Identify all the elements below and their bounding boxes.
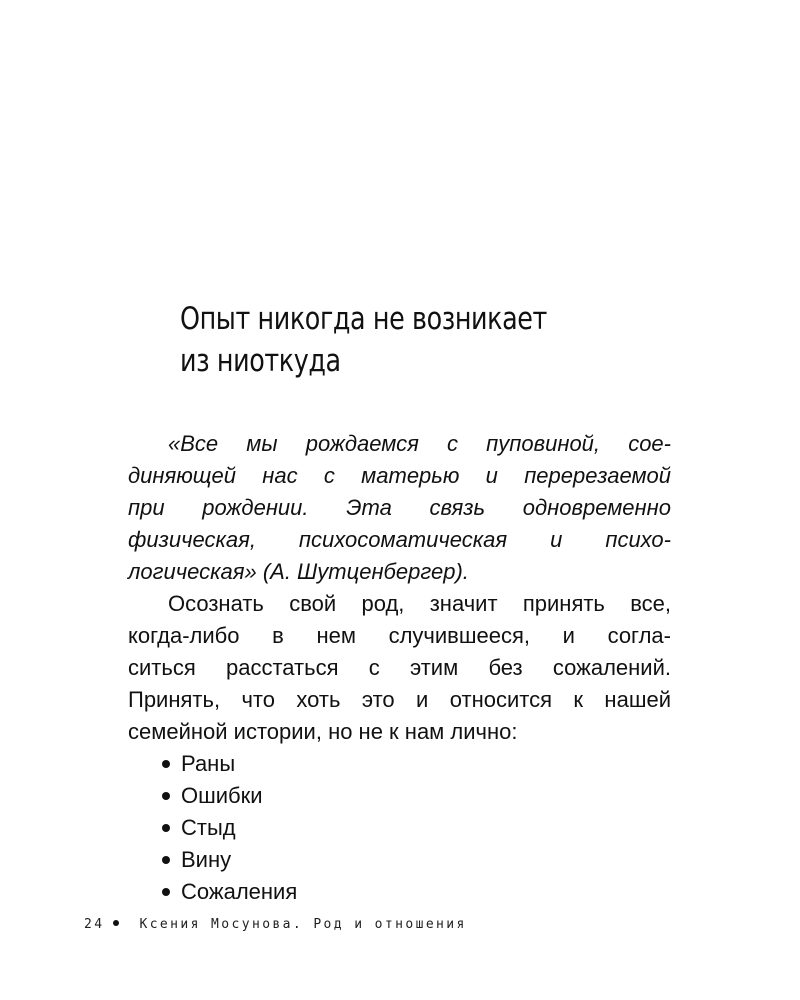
list-item-text: Ошибки — [181, 783, 263, 808]
list-item — [128, 844, 671, 876]
page-footer — [84, 917, 467, 932]
bullet-dot-icon — [162, 824, 170, 832]
paragraph-line: Принять, что хоть это и относится к нашей — [128, 687, 671, 712]
running-title: Ксения Мосунова. Род и отношения — [139, 917, 467, 932]
quote-line: логическая» (А. Шутценбергер). — [128, 559, 469, 584]
paragraph-line: семейной истории, но не к нам лично: — [128, 719, 518, 744]
bullet-dot-icon — [162, 856, 170, 864]
body-text — [128, 428, 671, 908]
list-item-text: Раны — [181, 751, 236, 776]
page-number: 24 — [84, 917, 105, 932]
list-item-text: Вину — [181, 847, 232, 872]
paragraph-line: Осознать свой род, значит принять все, — [168, 591, 671, 616]
quote-line: физическая, психосоматическая и психо- — [128, 527, 671, 552]
list-item — [128, 812, 671, 844]
bullet-dot-icon — [162, 792, 170, 800]
bullet-dot-icon — [162, 888, 170, 896]
bullet-list — [128, 748, 671, 908]
list-item — [128, 876, 671, 908]
quote-line: «Все мы рождаемся с пуповиной, сое- — [168, 431, 671, 456]
quote-line: при рождении. Эта связь одновременно — [128, 495, 671, 520]
epigraph-quote — [128, 428, 671, 588]
paragraph-line: ситься расстаться с этим без сожалений. — [128, 655, 671, 680]
list-item-text: Стыд — [181, 815, 236, 840]
quote-line: диняющей нас с матерью и перерезаемой — [128, 463, 671, 488]
chapter-title-line: Опыт никогда не возникает — [180, 301, 547, 337]
list-item — [128, 780, 671, 812]
main-paragraph — [128, 588, 671, 748]
bullet-dot-icon — [162, 760, 170, 768]
list-item — [128, 748, 671, 780]
separator-dot-icon — [113, 920, 119, 926]
chapter-title — [180, 298, 639, 382]
list-item-text: Сожаления — [181, 879, 298, 904]
paragraph-line: когда-либо в нем случившееся, и согла- — [128, 623, 671, 648]
chapter-title-line: из ниоткуда — [180, 343, 341, 379]
